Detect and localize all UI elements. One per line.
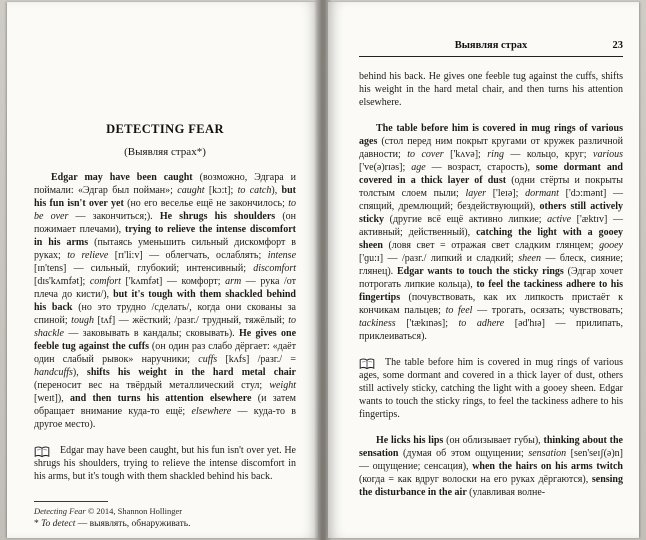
- annotated-paragraph: He licks his lips (он облизывает губы), thinking about the sensation (думая об этом ощущении; sensation [sen'seɪʃ(ə)n] — ощущение; сенсация), when the hairs on his arms twitch (когда = как вдруг волоски на его руках дёргаются), sensing the disturbance in the air (улавливая волне-: [359, 435, 624, 498]
- chapter-subtitle: (Выявляя страх*): [124, 146, 206, 158]
- page-left: [7, 2, 318, 538]
- page-right: [328, 2, 639, 538]
- continuation-paragraph: behind his back. He gives one feeble tug against the cuffs, shifts his weight in the hard metal chair, and then turns his attention elsewhere.: [359, 71, 623, 108]
- plain-paragraph-block: [359, 356, 623, 421]
- plain-paragraph: Edgar may have been caught, but his fun isn't over yet. He shrugs his shoulders, trying to relieve the intense discomfort in his arms, but it's tough with them shackled behind his back.: [34, 445, 296, 482]
- copyright-line: Detecting Fear © 2014, Shannon Hollinger: [34, 506, 183, 516]
- footnote: * To detect — выявлять, обнаруживать.: [34, 519, 191, 529]
- page-footer: [34, 501, 296, 529]
- running-header: [359, 40, 623, 57]
- annotated-paragraph: Edgar may have been caught (возможно, Эдгара и поймали: «Эдгар был пойман»; caught [kɔ:t]; to catch), but his fun isn't over yet (но его веселье ещё не закончилось; to be over — закончиться;). He shrugs his shoulders (он пожимает плечами), trying to relieve the intense discomfort in his arms (пытаясь уменьшить сильный дискомфорт в руках; to relieve [rɪ'li:v] — облегчать, ослаблять; intense [ɪn'tens] — сильный, глубокий; интенсивный; discomfort [dɪs'kʌmfət]; comfort ['kʌmfət] — комфорт; arm — рука /от плеча до кисти/), but it's tough with them shackled behind his back (но это трудно /сделать/, когда они скованы за спиной; tough [tʌf] — жёсткий; /разг./ трудный, тяжёлый; to shackle — заковывать в кандалы; сковывать). He gives one feeble tug against the cuffs (он один раз слабо дёргает: «даёт один слабый рывок» наручники; cuffs [kʌfs] /разг./ = handcuffs), shifts his weight in the hard metal chair (переносит вес на твёрдый металлический стул; weight [weɪt]), and then turns his attention elsewhere (и затем обращает внимание куда-то ещё; elsewhere — куда-то в другое место).: [34, 172, 297, 430]
- page-number: 23: [612, 40, 623, 51]
- plain-paragraph: The table before him is covered in mug rings of various ages, some dormant and covered in a thick layer of dust, others still actively sticky, catching the light with a gooey sheen. Edgar wants to touch the sticky rings, to feel the tackiness adhere to his fingertips.: [359, 357, 623, 420]
- chapter-title: DETECTING FEAR: [106, 122, 224, 136]
- plain-paragraph-block: [34, 444, 296, 483]
- open-book-icon: [34, 445, 50, 457]
- running-header-title: Выявляя страх: [454, 40, 528, 51]
- page-right-content: [328, 2, 639, 538]
- annotated-paragraph: The table before him is covered in mug rings of various ages (стол перед ним покрыт кругами от кружек различной давности; to cover ['kʌvə]; ring — кольцо, круг; various ['ve(ə)rɪəs]; age — возраст, старость), some dormant and covered in a thick layer of dust (одни стёрты и покрыты толстым слоем пыли; layer ['leɪə]; dormant ['dɔ:mənt] — спящий, дремлющий; бездействующий), others still actively sticky (другие всё ещё активно липкие; active ['æktɪv] — активный; действенный), catching the light with a gooey sheen (ловя свет = отражая свет сладким глянцем; gooey ['ɡu:ɪ] — /разг./ липкий и сладкий; sheen — блеск, сияние; глянец). Edgar wants to touch the sticky rings (Эдгар хочет потрогать липкие кольца), to feel the tackiness adhere to his fingertips (почувствовать, как их липкость пристаёт к кончикам пальцев; to feel — трогать, осязать; чувствовать; tackiness ['tækɪnəs]; to adhere [əd'hɪə] — прилипать, приклеиваться).: [359, 123, 624, 342]
- open-book-icon: [359, 357, 375, 369]
- page-left-content: [7, 2, 318, 538]
- footnote-rule: [34, 501, 108, 502]
